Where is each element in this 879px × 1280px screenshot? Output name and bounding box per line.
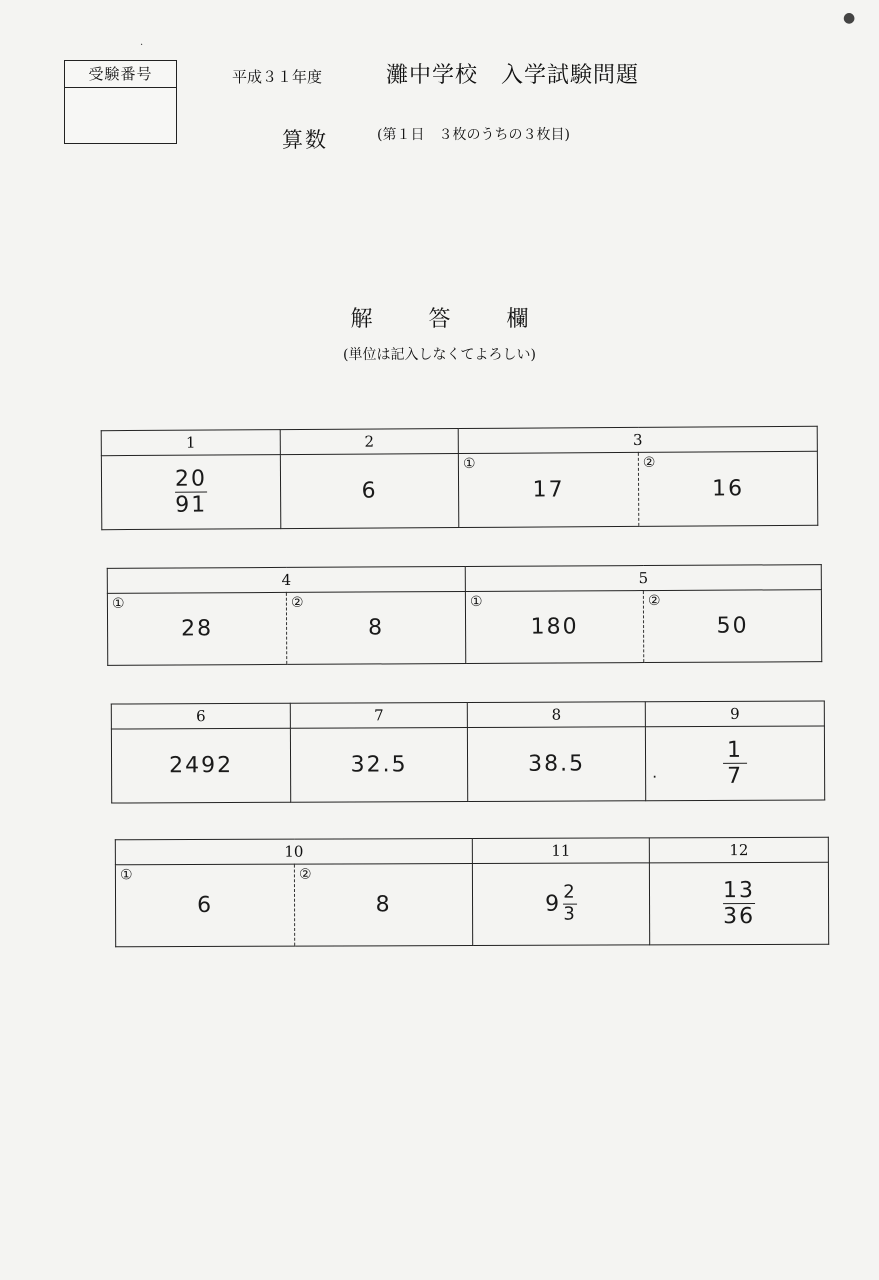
q10-1-value: 6	[197, 892, 214, 918]
fraction	[563, 881, 577, 925]
q1-answer	[101, 455, 280, 530]
q3-2-answer	[638, 451, 817, 526]
answer-row-1	[101, 426, 819, 530]
q5-2-value: 50	[716, 613, 749, 639]
q10-2-value: 8	[375, 892, 392, 918]
q10-1-answer	[115, 864, 294, 947]
numerator: 1	[726, 737, 744, 763]
whole-part: 9	[544, 891, 562, 917]
scan-speck: ·	[140, 40, 144, 51]
answer-row-4	[115, 837, 829, 947]
q4-1-answer	[107, 592, 286, 665]
q4-2-answer	[286, 591, 465, 664]
answer-row-3	[111, 700, 825, 803]
q6-label: 6	[111, 703, 290, 729]
q2-label: 2	[280, 429, 458, 455]
numerator: 20	[174, 466, 208, 492]
exam-number-label: 受験番号	[65, 61, 176, 88]
q12-label: 12	[649, 837, 828, 863]
fraction	[175, 467, 207, 516]
q3-label: 3	[458, 426, 817, 453]
q10-2-answer	[294, 863, 472, 946]
q9-label: 9	[645, 701, 824, 727]
q2-answer: 6	[280, 454, 458, 529]
fraction	[723, 739, 747, 788]
mixed-number	[544, 881, 577, 925]
q7-label: 7	[290, 703, 467, 729]
exam-number-box	[64, 60, 177, 144]
stray-mark: ·	[652, 767, 660, 787]
q3-2-value: 16	[711, 476, 745, 502]
q3-1-value: 17	[532, 477, 565, 503]
scan-speck: ●	[843, 10, 856, 26]
fraction	[723, 879, 755, 928]
circled-one: ①	[462, 455, 478, 472]
q3-1-answer	[458, 452, 638, 527]
denominator: 36	[723, 904, 756, 930]
subject-label: 算数	[282, 128, 328, 152]
circled-two: ②	[298, 866, 314, 883]
q11-label: 11	[472, 838, 649, 864]
q7-answer: 32.5	[290, 728, 467, 803]
q11-answer	[472, 863, 649, 946]
circled-two: ②	[290, 594, 306, 611]
q5-1-value: 180	[530, 614, 579, 640]
denominator: 91	[175, 492, 208, 518]
answer-section-title: 解答欄	[350, 307, 585, 332]
denominator: 7	[727, 763, 744, 789]
q4-label: 4	[107, 566, 465, 593]
q1-label: 1	[101, 430, 280, 456]
answer-row-2	[107, 564, 823, 666]
q4-2-value: 8	[368, 615, 385, 641]
q9-answer	[645, 726, 824, 801]
answer-section-note: (単位は記入しなくてよろしい)	[343, 347, 536, 363]
circled-one: ①	[469, 593, 485, 610]
circled-one: ①	[119, 867, 135, 884]
q6-answer: 2492	[111, 728, 290, 803]
exam-title: 灘中学校 入学試験問題	[386, 63, 640, 88]
numerator: 13	[722, 877, 756, 904]
circled-two: ②	[642, 454, 658, 471]
q5-label: 5	[465, 565, 821, 592]
circled-two: ②	[647, 592, 663, 610]
q5-2-answer	[643, 590, 821, 663]
subject-note: (第１日 ３枚のうちの３枚目)	[377, 127, 570, 143]
q4-1-value: 28	[181, 616, 214, 642]
era-label: 平成３１年度	[232, 68, 323, 86]
q5-1-answer	[465, 591, 643, 664]
q8-label: 8	[467, 702, 645, 728]
circled-one: ①	[111, 595, 127, 612]
numerator: 2	[563, 881, 577, 903]
q8-answer: 38.5	[467, 727, 645, 802]
q12-answer	[649, 862, 828, 945]
denominator: 3	[563, 903, 577, 925]
q10-label: 10	[115, 838, 472, 864]
